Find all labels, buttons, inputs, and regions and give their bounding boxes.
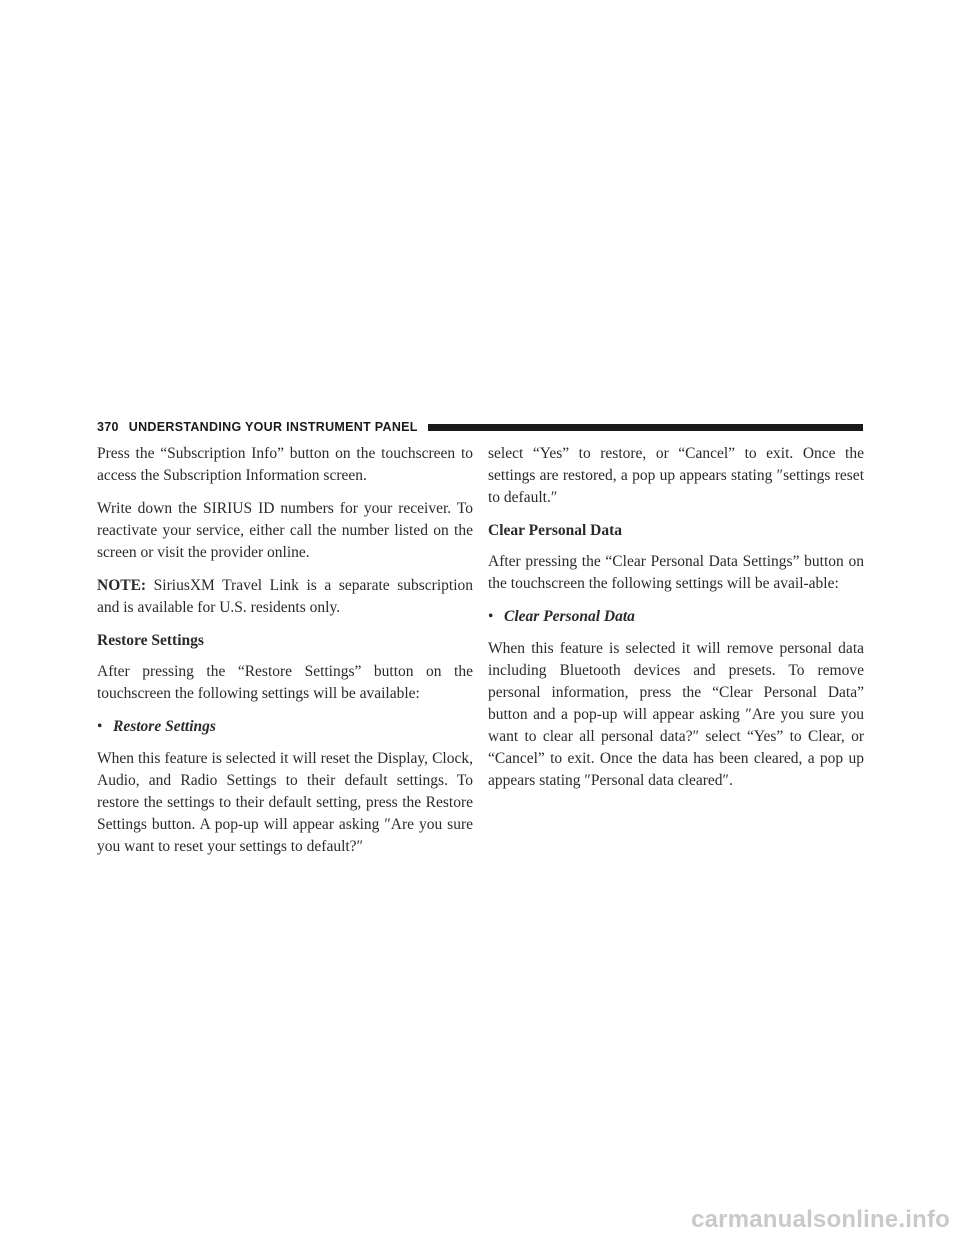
bullet-item-clear-personal-data: [488, 606, 864, 628]
paragraph-restore-description: When this feature is selected it will reset the Display, Clock, Audio, and Radio Settings to their default settings. To restore the settings to their default setting, press the Restore Settings button. A pop-up will appear asking ″Are you sure you want to reset your settings to default?″: [97, 750, 473, 855]
bullet-icon: •: [488, 608, 494, 625]
page-number: 370: [97, 420, 119, 434]
section-title: UNDERSTANDING YOUR INSTRUMENT PANEL: [128, 420, 418, 434]
heading-clear-personal-data: Clear Personal Data: [488, 522, 623, 539]
bullet-item-restore-settings: [97, 716, 473, 738]
paragraph-restore-continued: select “Yes” to restore, or “Cancel” to exit. Once the settings are restored, a pop up appears stating ″settings reset to default.″: [488, 445, 864, 506]
bullet-label: Restore Settings: [113, 718, 216, 735]
paragraph-clear-intro: After pressing the “Clear Personal Data Settings” button on the touchscreen the following settings will be avail-able:: [488, 553, 864, 592]
note-label: NOTE:: [97, 577, 147, 594]
left-column: [97, 443, 473, 869]
watermark: carmanualsonline.info: [691, 1206, 950, 1233]
note-text: SiriusXM Travel Link is a separate subscription and is available for U.S. residents only.: [97, 577, 473, 616]
note-paragraph: [97, 575, 473, 619]
heading-restore-settings: Restore Settings: [97, 632, 204, 649]
page-header: [97, 418, 863, 436]
bullet-icon: •: [97, 718, 103, 735]
paragraph-sirius-id: Write down the SIRIUS ID numbers for your receiver. To reactivate your service, either call the number listed on the screen or visit the provider online.: [97, 500, 473, 561]
right-column: [488, 443, 864, 803]
header-rule: [428, 424, 863, 431]
paragraph-restore-intro: After pressing the “Restore Settings” button on the touchscreen the following settings will be available:: [97, 663, 473, 702]
paragraph-subscription-info: Press the “Subscription Info” button on the touchscreen to access the Subscription Information screen.: [97, 445, 473, 484]
bullet-label: Clear Personal Data: [504, 608, 635, 625]
paragraph-clear-description: When this feature is selected it will remove personal data including Bluetooth devices and presets. To remove personal information, press the “Clear Personal Data” button and a pop-up will appear asking ″Are you sure you want to clear all personal data?″ select “Yes” to Clear, or “Cancel” to exit. Once the data has been cleared, a pop up appears stating ″Personal data cleared″.: [488, 640, 864, 789]
